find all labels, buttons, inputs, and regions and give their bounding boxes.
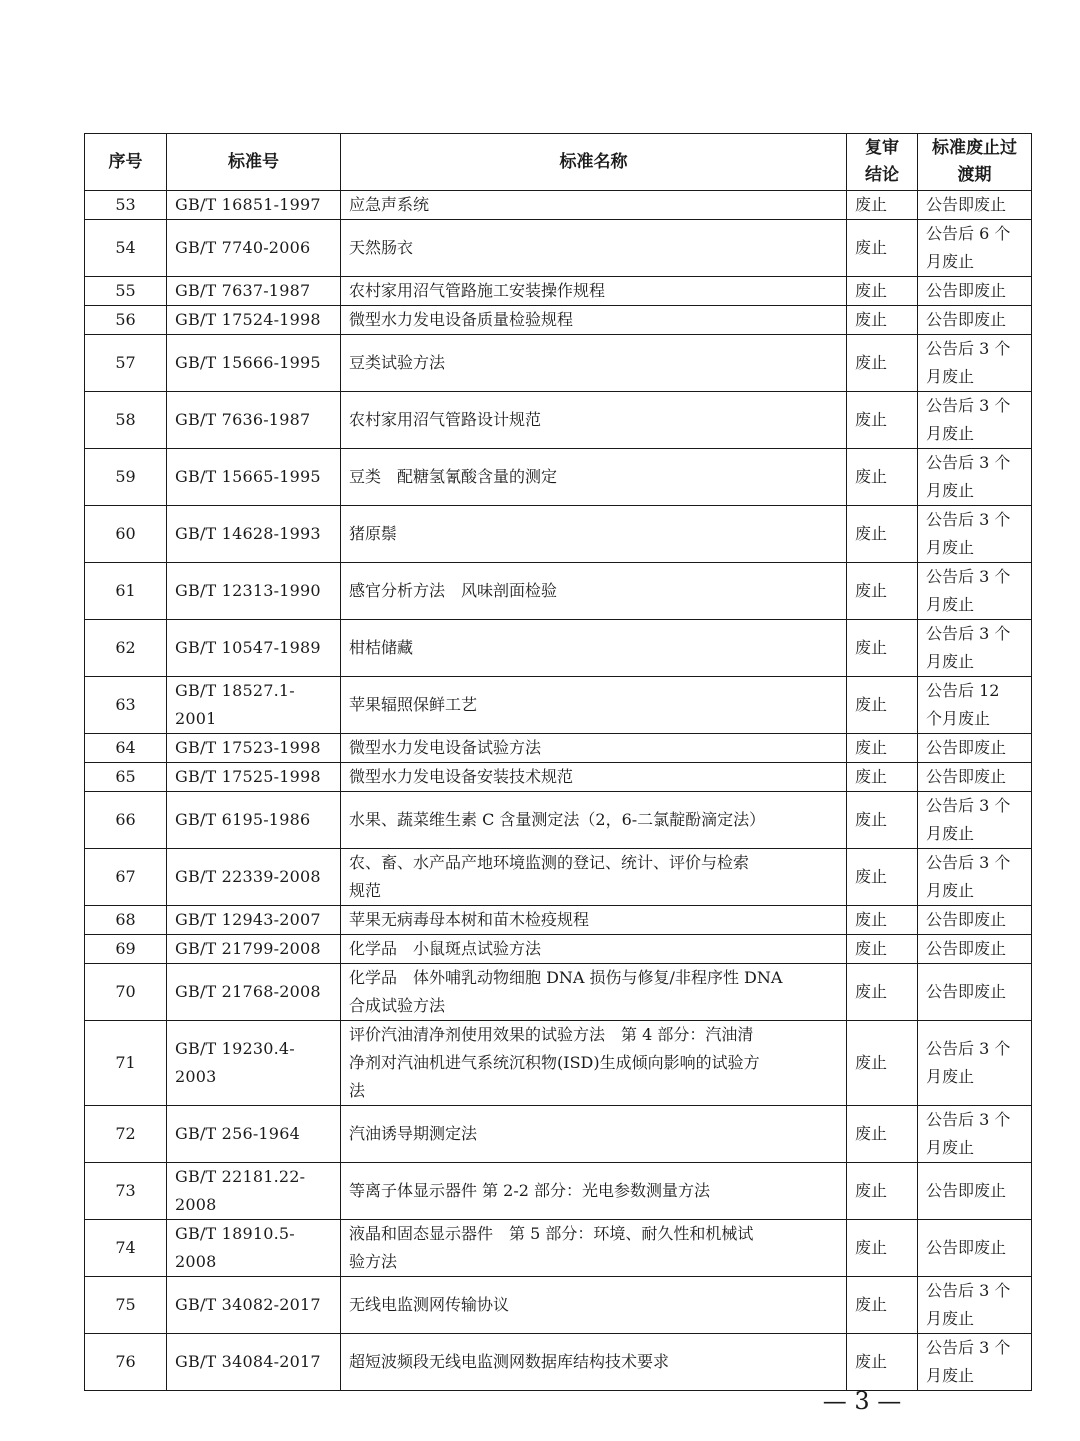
cell-standard-name: 感官分析方法 风味剖面检验 — [341, 563, 847, 620]
cell-standard-name: 汽油诱导期测定法 — [341, 1106, 847, 1163]
table-row — [85, 906, 1032, 935]
cell-transition-period: 公告即废止 — [918, 763, 1032, 792]
cell-transition-period: 公告后 12 个月废止 — [918, 677, 1032, 734]
cell-review-conclusion: 废止 — [847, 335, 918, 392]
cell-standard-name: 评价汽油清净剂使用效果的试验方法 第 4 部分：汽油清 净剂对汽油机进气系统沉积物(ISD)生成倾向影响的试验方 法 — [341, 1021, 847, 1106]
cell-seq: 61 — [85, 563, 167, 620]
cell-standard-code: GB/T 17524-1998 — [167, 306, 341, 335]
cell-seq: 71 — [85, 1021, 167, 1106]
cell-standard-name: 化学品 小鼠斑点试验方法 — [341, 935, 847, 964]
cell-transition-period: 公告后 3 个 月废止 — [918, 849, 1032, 906]
header-name: 标准名称 — [341, 134, 847, 191]
header-seq: 序号 — [85, 134, 167, 191]
table-row — [85, 935, 1032, 964]
table-row — [85, 277, 1032, 306]
table-row — [85, 1021, 1032, 1106]
cell-standard-name: 无线电监测网传输协议 — [341, 1277, 847, 1334]
cell-standard-code: GB/T 7636-1987 — [167, 392, 341, 449]
cell-seq: 58 — [85, 392, 167, 449]
cell-review-conclusion: 废止 — [847, 734, 918, 763]
cell-transition-period: 公告后 3 个 月废止 — [918, 563, 1032, 620]
cell-transition-period: 公告即废止 — [918, 1163, 1032, 1220]
cell-transition-period: 公告后 3 个 月废止 — [918, 449, 1032, 506]
cell-review-conclusion: 废止 — [847, 191, 918, 220]
cell-transition-period: 公告后 3 个 月废止 — [918, 506, 1032, 563]
cell-standard-code: GB/T 21768-2008 — [167, 964, 341, 1021]
cell-review-conclusion: 废止 — [847, 763, 918, 792]
cell-standard-name: 超短波频段无线电监测网数据库结构技术要求 — [341, 1334, 847, 1391]
page-number: — 3 — — [822, 1387, 902, 1415]
cell-review-conclusion: 废止 — [847, 849, 918, 906]
table-row — [85, 392, 1032, 449]
cell-seq: 62 — [85, 620, 167, 677]
cell-standard-name: 豆类试验方法 — [341, 335, 847, 392]
table-row — [85, 849, 1032, 906]
cell-seq: 73 — [85, 1163, 167, 1220]
table-row — [85, 620, 1032, 677]
cell-review-conclusion: 废止 — [847, 792, 918, 849]
cell-seq: 68 — [85, 906, 167, 935]
cell-standard-name: 应急声系统 — [341, 191, 847, 220]
header-period: 标准废止过 渡期 — [918, 134, 1032, 191]
cell-standard-name: 苹果辐照保鲜工艺 — [341, 677, 847, 734]
cell-review-conclusion: 废止 — [847, 1106, 918, 1163]
cell-standard-name: 农、畜、水产品产地环境监测的登记、统计、评价与检索 规范 — [341, 849, 847, 906]
table-row — [85, 1220, 1032, 1277]
cell-transition-period: 公告即废止 — [918, 277, 1032, 306]
cell-review-conclusion: 废止 — [847, 1220, 918, 1277]
cell-seq: 72 — [85, 1106, 167, 1163]
cell-seq: 70 — [85, 964, 167, 1021]
table-row — [85, 1106, 1032, 1163]
cell-standard-name: 柑桔储藏 — [341, 620, 847, 677]
cell-standard-code: GB/T 22339-2008 — [167, 849, 341, 906]
cell-standard-code: GB/T 18527.1- 2001 — [167, 677, 341, 734]
table-row — [85, 677, 1032, 734]
standards-table — [84, 133, 1032, 1391]
cell-standard-code: GB/T 12313-1990 — [167, 563, 341, 620]
cell-standard-name: 农村家用沼气管路施工安装操作规程 — [341, 277, 847, 306]
cell-seq: 56 — [85, 306, 167, 335]
cell-transition-period: 公告后 3 个 月废止 — [918, 1277, 1032, 1334]
cell-standard-name: 微型水力发电设备质量检验规程 — [341, 306, 847, 335]
table-row — [85, 191, 1032, 220]
cell-transition-period: 公告即废止 — [918, 734, 1032, 763]
cell-seq: 63 — [85, 677, 167, 734]
cell-seq: 57 — [85, 335, 167, 392]
cell-review-conclusion: 废止 — [847, 677, 918, 734]
cell-review-conclusion: 废止 — [847, 392, 918, 449]
cell-standard-name: 微型水力发电设备安装技术规范 — [341, 763, 847, 792]
cell-standard-code: GB/T 34084-2017 — [167, 1334, 341, 1391]
cell-review-conclusion: 废止 — [847, 306, 918, 335]
cell-seq: 74 — [85, 1220, 167, 1277]
cell-review-conclusion: 废止 — [847, 449, 918, 506]
cell-review-conclusion: 废止 — [847, 935, 918, 964]
cell-standard-name: 天然肠衣 — [341, 220, 847, 277]
cell-seq: 65 — [85, 763, 167, 792]
cell-standard-name: 等离子体显示器件 第 2-2 部分：光电参数测量方法 — [341, 1163, 847, 1220]
cell-review-conclusion: 废止 — [847, 1277, 918, 1334]
table-row — [85, 563, 1032, 620]
cell-transition-period: 公告后 3 个 月废止 — [918, 392, 1032, 449]
cell-transition-period: 公告后 3 个 月废止 — [918, 792, 1032, 849]
table-row — [85, 449, 1032, 506]
cell-seq: 53 — [85, 191, 167, 220]
cell-review-conclusion: 废止 — [847, 1163, 918, 1220]
cell-standard-name: 水果、蔬菜维生素 C 含量测定法（2，6-二氯靛酚滴定法） — [341, 792, 847, 849]
cell-transition-period: 公告后 3 个 月废止 — [918, 620, 1032, 677]
cell-standard-code: GB/T 17523-1998 — [167, 734, 341, 763]
cell-standard-name: 猪原鬃 — [341, 506, 847, 563]
cell-review-conclusion: 废止 — [847, 620, 918, 677]
cell-review-conclusion: 废止 — [847, 906, 918, 935]
cell-transition-period: 公告后 3 个 月废止 — [918, 335, 1032, 392]
cell-seq: 75 — [85, 1277, 167, 1334]
cell-transition-period: 公告即废止 — [918, 906, 1032, 935]
cell-standard-name: 豆类 配糖氢氰酸含量的测定 — [341, 449, 847, 506]
cell-standard-code: GB/T 22181.22- 2008 — [167, 1163, 341, 1220]
cell-transition-period: 公告即废止 — [918, 964, 1032, 1021]
cell-standard-code: GB/T 12943-2007 — [167, 906, 341, 935]
cell-seq: 67 — [85, 849, 167, 906]
cell-standard-name: 苹果无病毒母本树和苗木检疫规程 — [341, 906, 847, 935]
cell-transition-period: 公告后 3 个 月废止 — [918, 1334, 1032, 1391]
cell-review-conclusion: 废止 — [847, 220, 918, 277]
cell-transition-period: 公告即废止 — [918, 306, 1032, 335]
cell-standard-code: GB/T 14628-1993 — [167, 506, 341, 563]
cell-seq: 66 — [85, 792, 167, 849]
cell-standard-code: GB/T 17525-1998 — [167, 763, 341, 792]
cell-transition-period: 公告即废止 — [918, 935, 1032, 964]
cell-transition-period: 公告后 3 个 月废止 — [918, 1106, 1032, 1163]
header-conclusion: 复审 结论 — [847, 134, 918, 191]
cell-standard-code: GB/T 18910.5- 2008 — [167, 1220, 341, 1277]
cell-standard-code: GB/T 16851-1997 — [167, 191, 341, 220]
cell-review-conclusion: 废止 — [847, 1021, 918, 1106]
cell-review-conclusion: 废止 — [847, 563, 918, 620]
cell-seq: 76 — [85, 1334, 167, 1391]
table-row — [85, 306, 1032, 335]
table-row — [85, 734, 1032, 763]
cell-seq: 60 — [85, 506, 167, 563]
cell-transition-period: 公告后 6 个 月废止 — [918, 220, 1032, 277]
cell-review-conclusion: 废止 — [847, 506, 918, 563]
table-row — [85, 1334, 1032, 1391]
header-code: 标准号 — [167, 134, 341, 191]
cell-seq: 54 — [85, 220, 167, 277]
cell-standard-code: GB/T 10547-1989 — [167, 620, 341, 677]
cell-standard-code: GB/T 6195-1986 — [167, 792, 341, 849]
table-row — [85, 1277, 1032, 1334]
cell-review-conclusion: 废止 — [847, 1334, 918, 1391]
cell-standard-code: GB/T 7637-1987 — [167, 277, 341, 306]
table-row — [85, 763, 1032, 792]
cell-standard-code: GB/T 256-1964 — [167, 1106, 341, 1163]
cell-standard-name: 化学品 体外哺乳动物细胞 DNA 损伤与修复/非程序性 DNA 合成试验方法 — [341, 964, 847, 1021]
cell-standard-code: GB/T 15666-1995 — [167, 335, 341, 392]
table-header-row — [85, 134, 1032, 191]
cell-standard-name: 农村家用沼气管路设计规范 — [341, 392, 847, 449]
cell-transition-period: 公告即废止 — [918, 191, 1032, 220]
cell-transition-period: 公告即废止 — [918, 1220, 1032, 1277]
cell-standard-code: GB/T 21799-2008 — [167, 935, 341, 964]
table-row — [85, 792, 1032, 849]
cell-standard-code: GB/T 19230.4- 2003 — [167, 1021, 341, 1106]
table-row — [85, 1163, 1032, 1220]
cell-standard-code: GB/T 34082-2017 — [167, 1277, 341, 1334]
table-row — [85, 220, 1032, 277]
cell-standard-name: 微型水力发电设备试验方法 — [341, 734, 847, 763]
cell-standard-code: GB/T 7740-2006 — [167, 220, 341, 277]
cell-review-conclusion: 废止 — [847, 964, 918, 1021]
cell-seq: 64 — [85, 734, 167, 763]
table-row — [85, 506, 1032, 563]
cell-seq: 55 — [85, 277, 167, 306]
cell-transition-period: 公告后 3 个 月废止 — [918, 1021, 1032, 1106]
cell-standard-name: 液晶和固态显示器件 第 5 部分：环境、耐久性和机械试 验方法 — [341, 1220, 847, 1277]
cell-review-conclusion: 废止 — [847, 277, 918, 306]
cell-standard-code: GB/T 15665-1995 — [167, 449, 341, 506]
cell-seq: 59 — [85, 449, 167, 506]
table-row — [85, 335, 1032, 392]
cell-seq: 69 — [85, 935, 167, 964]
table-row — [85, 964, 1032, 1021]
